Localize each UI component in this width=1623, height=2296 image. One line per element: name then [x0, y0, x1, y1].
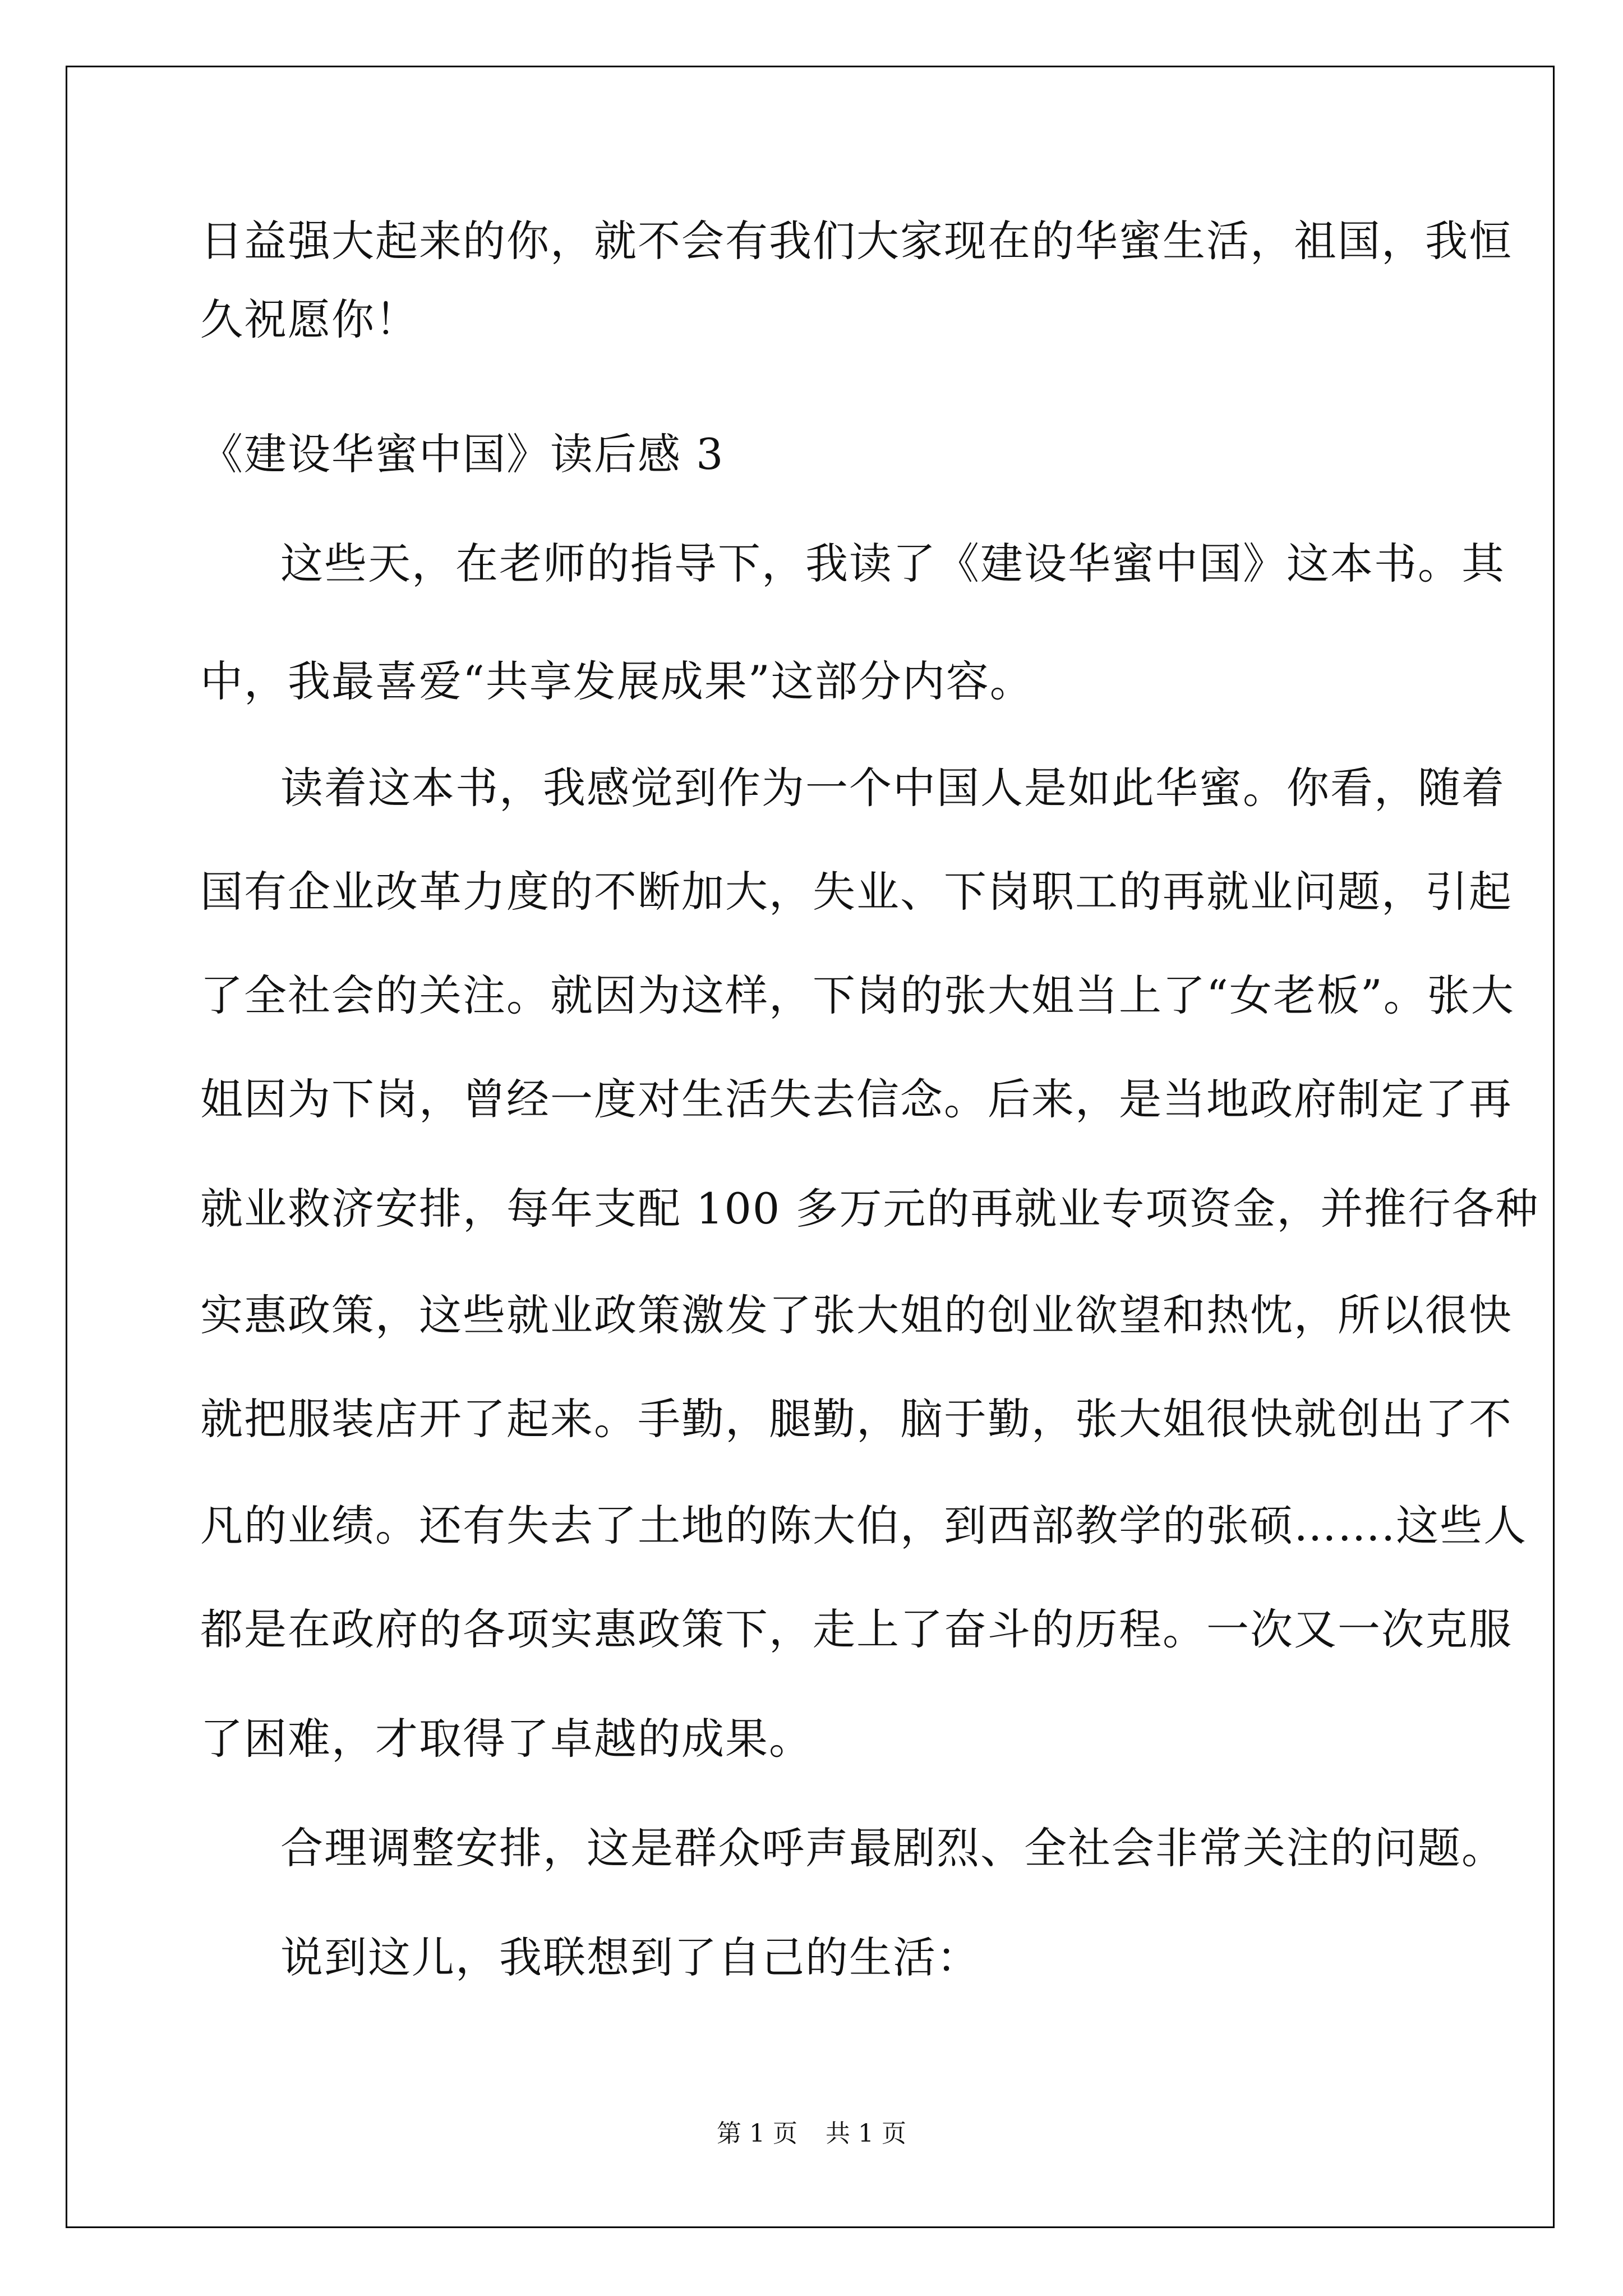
page-footer: [0, 2119, 1623, 2148]
text-line-1: 日益强大起来的你，就不会有我们大家现在的华蜜生活，祖国，我恒: [200, 216, 1513, 266]
page-number: 第 1 页: [717, 2119, 797, 2148]
paragraph-2-line-5: 就业救济安排，每年支配 100 多万元的再就业专项资金，并推行各种: [200, 1184, 1539, 1234]
paragraph-3-line-1: 合理调整安排，这是群众呼声最剧烈、全社会非常关注的问题。: [280, 1823, 1505, 1873]
paragraph-1-line-2: 中，我最喜爱“共享发展成果”这部分内容。: [200, 656, 1034, 706]
page-total: 共 1 页: [826, 2119, 906, 2148]
paragraph-2-line-1: 读着这本书，我感觉到作为一个中国人是如此华蜜。你看，随着: [280, 763, 1505, 813]
paragraph-2-line-4: 姐因为下岗，曾经一度对生活失去信念。后来，是当地政府制定了再: [200, 1074, 1513, 1124]
text-line-2: 久祝愿你！: [200, 295, 419, 344]
paragraph-2-line-6: 实惠政策，这些就业政策激发了张大姐的创业欲望和热忱，所以很快: [200, 1290, 1513, 1340]
page-border: [66, 66, 1555, 2228]
paragraph-4-line-1: 说到这儿，我联想到了自己的生活：: [280, 1932, 980, 1982]
paragraph-2-line-9: 都是在政府的各项实惠政策下，走上了奋斗的历程。一次又一次克服: [200, 1604, 1513, 1654]
section-heading: 《建设华蜜中国》读后感 3: [200, 429, 725, 479]
paragraph-2-line-2: 国有企业改革力度的不断加大，失业、下岗职工的再就业问题，引起: [200, 867, 1513, 917]
paragraph-2-line-7: 就把服装店开了起来。手勤，腿勤，脑于勤，张大姐很快就创出了不: [200, 1394, 1513, 1444]
paragraph-2-line-3: 了全社会的关注。就因为这样，下岗的张大姐当上了“女老板”。张大: [200, 970, 1515, 1020]
paragraph-1-line-1: 这些天，在老师的指导下，我读了《建设华蜜中国》这本书。其: [280, 539, 1505, 588]
paragraph-2-line-8: 凡的业绩。还有失去了土地的陈大伯，到西部教学的张硕…….这些人: [200, 1501, 1528, 1550]
paragraph-2-line-10: 了困难，才取得了卓越的成果。: [200, 1714, 813, 1764]
